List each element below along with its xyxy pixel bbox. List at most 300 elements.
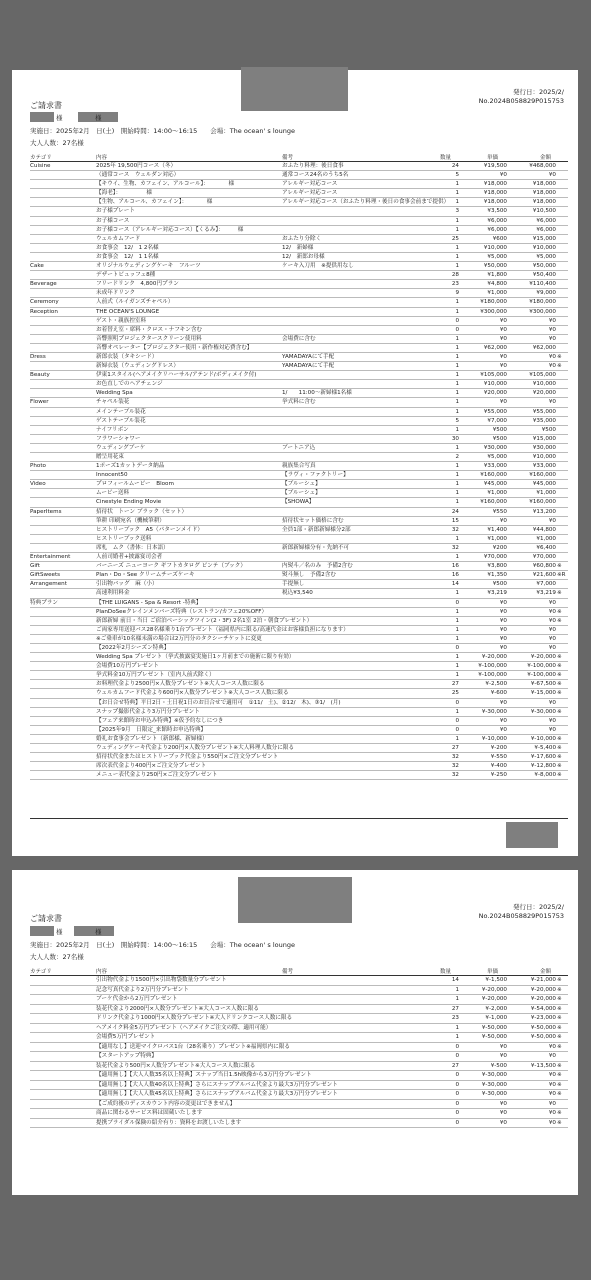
row-qty: 0 xyxy=(455,1043,459,1050)
row-content: チャペル装花 xyxy=(96,399,130,406)
row-amount: ¥15,000 xyxy=(532,235,556,242)
header-category: カテゴリ xyxy=(30,155,52,161)
header-qty: 数量 xyxy=(440,155,452,161)
row-amount: ¥3,219 xyxy=(536,590,556,597)
row-content: 装花代金より2000円×人数分プレゼント※大人コース人数に限る xyxy=(96,1005,259,1012)
table-row xyxy=(30,471,568,480)
row-qty: 23 xyxy=(451,1015,459,1021)
row-unit-price: ¥550 xyxy=(492,508,507,515)
table-row xyxy=(30,544,568,553)
row-unit-price: ¥0 xyxy=(499,617,507,624)
row-qty: 5 xyxy=(455,417,459,424)
table-row xyxy=(30,1081,568,1091)
row-unit-price: ¥-2,500 xyxy=(485,681,507,688)
row-qty: 3 xyxy=(455,208,459,215)
row-content: お子様コース xyxy=(96,217,130,224)
row-unit-price: ¥-600 xyxy=(490,690,507,697)
row-unit-price: ¥160,000 xyxy=(480,472,507,479)
row-qty: 1 xyxy=(455,635,459,642)
row-mark: ※ xyxy=(557,754,562,761)
row-unit-price: ¥0 xyxy=(499,626,507,633)
row-amount: ¥-21,000 xyxy=(530,977,556,983)
row-qty: 1 xyxy=(455,199,459,206)
row-content: メニュー表代金より250円×ご注文分プレゼント xyxy=(96,772,218,779)
row-content: 未成年ドリンク xyxy=(96,290,136,297)
row-mark: ※ xyxy=(557,672,562,679)
row-content: 【2022年2月シーズン特典】 xyxy=(96,644,170,651)
header-remarks: 備考 xyxy=(282,155,294,161)
row-mark: ※ xyxy=(557,986,562,993)
row-content: Innocent50 xyxy=(96,472,128,479)
table-row xyxy=(30,344,568,353)
table-row xyxy=(30,626,568,635)
row-qty: 32 xyxy=(451,772,459,779)
invoice-number: No.2024B058829P015753 xyxy=(478,97,564,105)
row-unit-price: ¥105,000 xyxy=(480,372,507,379)
row-content: 提携ブライダル保険の紹介有り：資料をお渡しいたします xyxy=(96,1119,242,1126)
row-qty: 1 xyxy=(455,463,459,470)
row-content: 新婦衣装（ウェディングドレス） xyxy=(96,363,179,370)
row-qty: 1 xyxy=(455,663,459,670)
table-row xyxy=(30,335,568,344)
row-unit-price: ¥-550 xyxy=(490,754,507,761)
row-mark: ※ xyxy=(557,1072,562,1078)
table-header xyxy=(30,967,568,975)
issue-info xyxy=(479,903,564,921)
table-row xyxy=(30,526,568,535)
row-qty: 1 xyxy=(455,617,459,624)
row-content: プロフィールムービー Bloom xyxy=(96,481,174,488)
row-category: GiftSweets xyxy=(30,572,61,579)
row-qty: 1 xyxy=(455,308,459,315)
header-content: 内容 xyxy=(96,155,108,161)
row-unit-price: ¥160,000 xyxy=(480,499,507,506)
row-qty: 0 xyxy=(455,326,459,333)
row-unit-price: ¥-200 xyxy=(490,745,507,751)
row-content: 新郎新婦 前日・当日 ご宿泊ベーシックツイン(2・3F) 2名1室 2泊・朝食プレゼント） xyxy=(96,617,313,624)
row-content: 【海老】： 様 xyxy=(96,190,152,197)
header-amount: 金額 xyxy=(540,155,552,161)
row-amount: ¥50,400 xyxy=(532,272,556,279)
row-mark: ※ xyxy=(557,735,562,742)
table-row xyxy=(30,326,568,335)
row-qty: 2 xyxy=(455,454,459,460)
row-remarks: ケーキ入刀用 ※提供用なし xyxy=(282,263,354,270)
row-content: ゲストテーブル装花 xyxy=(96,417,146,424)
row-content: デザートビュッフェ8種 xyxy=(96,272,156,279)
row-amount: ¥18,000 xyxy=(532,181,556,188)
row-amount: ¥-100,000 xyxy=(527,672,556,679)
row-content: 【適用なし】送迎マイクロバス1台（28名乗り）プレゼント※福岡県内に限る xyxy=(96,1043,290,1050)
row-qty: 28 xyxy=(451,272,459,279)
table-row xyxy=(30,317,568,326)
document-title: ご請求書 xyxy=(30,914,62,923)
row-category: Beverage xyxy=(30,281,57,288)
redaction-block xyxy=(238,877,352,923)
row-mark: ※ xyxy=(557,1005,562,1012)
row-content: お色直しでのヘアチェンジ xyxy=(96,381,163,388)
row-content: Wedding Spa xyxy=(96,390,133,397)
row-qty: 1 xyxy=(455,426,459,433)
table-row xyxy=(30,271,568,280)
row-unit-price: ¥0 xyxy=(499,1110,507,1116)
row-qty: 0 xyxy=(455,644,459,651)
row-qty: 1 xyxy=(455,217,459,224)
row-amount: ¥-30,000 xyxy=(530,708,556,715)
row-unit-price: ¥0 xyxy=(499,353,507,360)
table-row xyxy=(30,589,568,598)
row-content: ウェディングブーケ xyxy=(96,444,146,451)
row-qty: 25 xyxy=(451,235,459,242)
row-content: 2025年 19,500円コース（冬） xyxy=(96,163,177,169)
row-amount: ¥70,000 xyxy=(532,554,556,561)
row-qty: 0 xyxy=(455,317,459,324)
row-content: フリードリンク 4,800円プラン xyxy=(96,281,179,288)
row-remarks: 招待状セット価格に含む xyxy=(282,517,344,524)
row-qty: 1 xyxy=(455,626,459,633)
table-row xyxy=(30,262,568,271)
row-unit-price: ¥-20,000 xyxy=(481,654,507,661)
row-mark: ※ xyxy=(557,1091,562,1097)
row-remarks: おふたり分除く xyxy=(282,235,322,242)
row-unit-price: ¥0 xyxy=(499,717,507,724)
table-row xyxy=(30,762,568,771)
row-qty: 1 xyxy=(455,708,459,715)
row-amount: ¥15,000 xyxy=(532,435,556,442)
row-qty: 1 xyxy=(455,353,459,360)
row-amount: ¥0 xyxy=(548,335,556,342)
row-content: 高速利用料金 xyxy=(96,590,130,597)
row-remarks: 親族集合写真 xyxy=(282,463,316,470)
table-row xyxy=(30,1014,568,1024)
row-unit-price: ¥-20,000 xyxy=(481,986,507,993)
row-qty: 25 xyxy=(451,690,459,697)
row-amount: ¥18,000 xyxy=(532,190,556,197)
row-remarks: 【ラヴィ・ファクトリー】 xyxy=(282,472,349,479)
row-unit-price: ¥-1,000 xyxy=(485,1015,507,1021)
row-unit-price: ¥-50,000 xyxy=(481,1024,507,1031)
row-mark: ※ xyxy=(557,681,562,688)
table-row xyxy=(30,417,568,426)
row-qty: 1 xyxy=(455,253,459,260)
row-remarks: YAMADAYAにて手配 xyxy=(282,353,335,360)
row-category: PaperItems xyxy=(30,508,62,515)
row-content: 【スタートアップ特典】 xyxy=(96,1053,157,1059)
row-content: 伊東1スタイル(ヘアメイクリハーサル/アテンド/ボディメイク付) xyxy=(96,372,257,379)
header-unit: 単価 xyxy=(487,155,499,161)
row-qty: 30 xyxy=(451,435,459,442)
row-unit-price: ¥-2,000 xyxy=(485,1005,507,1012)
table-row xyxy=(30,1119,568,1129)
divider xyxy=(30,818,568,819)
row-category: Arrangement xyxy=(30,581,67,588)
row-qty: 1 xyxy=(455,190,459,197)
row-mark: ※ xyxy=(557,608,562,615)
row-qty: 32 xyxy=(451,526,459,533)
row-qty: 0 xyxy=(455,599,459,606)
row-amount: ¥1,000 xyxy=(536,490,556,497)
table-row xyxy=(30,635,568,644)
row-remarks: 【ブルーシェ】 xyxy=(282,490,321,497)
table-row xyxy=(30,608,568,617)
row-unit-price: ¥-30,000 xyxy=(481,1072,507,1078)
row-unit-price: ¥-30,000 xyxy=(481,708,507,715)
table-row xyxy=(30,689,568,698)
row-content: 人前式（ルイガンズチャペル） xyxy=(96,299,174,306)
row-amount: ¥-10,000 xyxy=(530,735,556,742)
row-unit-price: ¥0 xyxy=(499,635,507,642)
table-row xyxy=(30,508,568,517)
row-content: 記念写真代金より2万円分プレゼント xyxy=(96,986,189,993)
row-content: お子様プレート xyxy=(96,208,135,215)
row-unit-price: ¥3,500 xyxy=(487,208,507,215)
customer-name: 様 様 xyxy=(56,928,102,936)
redaction-block xyxy=(241,67,348,111)
table-row xyxy=(30,389,568,398)
table-row xyxy=(30,171,568,180)
row-qty: 0 xyxy=(455,717,459,724)
row-unit-price: ¥70,000 xyxy=(483,554,507,561)
row-amount: ¥-50,000 xyxy=(530,1034,556,1040)
row-qty: 0 xyxy=(455,1081,459,1088)
guest-count: 大人人数：27名様 xyxy=(30,953,84,961)
row-qty: 1 xyxy=(455,499,459,506)
row-amount: ¥160,000 xyxy=(529,499,556,506)
row-amount: ¥0 xyxy=(548,1119,556,1126)
row-content: 【フェア来館時お申込み特典】※仮予約なしにつき xyxy=(96,717,224,724)
table-row xyxy=(30,462,568,471)
row-content: Wedding Spa プレゼント（挙式披露宴実施日1ヶ月前までの施術に限り有効） xyxy=(96,654,295,661)
row-amount: ¥30,000 xyxy=(532,444,556,451)
row-content: 新郎衣装（タキシード） xyxy=(96,353,158,360)
row-qty: 1 xyxy=(455,335,459,342)
row-amount: ¥0 xyxy=(548,699,556,706)
redaction-block xyxy=(30,926,54,936)
row-qty: 32 xyxy=(451,763,459,770)
row-qty: 9 xyxy=(455,290,459,297)
table-row xyxy=(30,699,568,708)
row-amount: ¥-54,000 xyxy=(530,1005,556,1012)
row-content: お着替え室・席料・クロス・ナフキン含む xyxy=(96,326,203,333)
row-amount: ¥-20,000 xyxy=(530,996,556,1002)
row-content: ムービー送料 xyxy=(96,490,130,497)
row-unit-price: ¥55,000 xyxy=(483,408,507,415)
row-amount: ¥0 xyxy=(548,1110,556,1116)
row-unit-price: ¥0 xyxy=(499,1043,507,1050)
row-unit-price: ¥10,000 xyxy=(483,381,507,388)
table-row xyxy=(30,580,568,589)
table-row xyxy=(30,986,568,996)
row-unit-price: ¥0 xyxy=(499,699,507,706)
row-unit-price: ¥-100,000 xyxy=(478,663,507,670)
row-content: 招待状 トーン ブラック（セット） xyxy=(96,508,188,515)
table-row xyxy=(30,1090,568,1100)
table-row xyxy=(30,1052,568,1062)
row-unit-price: ¥30,000 xyxy=(483,444,507,451)
row-unit-price: ¥-400 xyxy=(490,763,507,770)
table-row xyxy=(30,680,568,689)
row-content: スナップ撮影代金より3万円分プレゼント xyxy=(96,708,200,715)
row-qty: 27 xyxy=(451,1062,459,1069)
row-qty: 23 xyxy=(451,281,459,288)
table-row xyxy=(30,162,568,171)
row-unit-price: ¥0 xyxy=(499,363,507,370)
row-amount: ¥18,000 xyxy=(532,199,556,206)
row-mark: ※ xyxy=(557,1119,562,1126)
row-mark: ※ xyxy=(557,763,562,770)
row-amount: ¥0 xyxy=(548,399,556,406)
guest-count: 大人人数：27名様 xyxy=(30,139,84,147)
row-remarks: 12/ 新郎お母様 xyxy=(282,253,325,260)
row-qty: 1 xyxy=(455,181,459,188)
row-content: 会場費10万円プレゼント xyxy=(96,663,159,670)
row-unit-price: ¥-100,000 xyxy=(478,672,507,679)
row-amount: ¥20,000 xyxy=(532,390,556,397)
row-qty: 32 xyxy=(451,544,459,551)
row-mark: ※ xyxy=(557,977,562,983)
table-row xyxy=(30,1005,568,1015)
redaction-block xyxy=(30,112,54,122)
row-unit-price: ¥18,000 xyxy=(483,199,507,206)
row-remarks: 【SHOWA】 xyxy=(282,499,315,506)
row-qty: 14 xyxy=(451,977,459,983)
table-row xyxy=(30,1024,568,1034)
table-row xyxy=(30,253,568,262)
row-amount: ¥160,000 xyxy=(529,472,556,479)
table-row xyxy=(30,708,568,717)
row-amount: ¥500 xyxy=(541,426,556,433)
row-qty: 27 xyxy=(451,745,459,751)
row-qty: 24 xyxy=(451,508,459,515)
row-qty: 0 xyxy=(455,1072,459,1078)
table-row xyxy=(30,1033,568,1043)
row-content: PlanDoSeeクレインメンバーズ特典（レストラン/カフェ20%OFF） xyxy=(96,608,268,615)
row-content: オリジナルウェディングケーキ フルーツ xyxy=(96,263,201,270)
table-row xyxy=(30,1043,568,1053)
row-amount: ¥0 xyxy=(548,326,556,333)
table-row xyxy=(30,735,568,744)
row-amount: ¥0 xyxy=(548,608,556,615)
invoice-page-2 xyxy=(12,870,578,1195)
row-qty: 1 xyxy=(455,299,459,306)
document-title: ご請求書 xyxy=(30,101,62,110)
row-amount: ¥0 xyxy=(548,1091,556,1097)
row-amount: ¥180,000 xyxy=(529,299,556,306)
row-amount: ¥45,000 xyxy=(532,481,556,488)
row-category: Cake xyxy=(30,263,44,270)
row-remarks: 会場費に含む xyxy=(282,335,316,342)
row-category: Photo xyxy=(30,463,46,470)
table-row xyxy=(30,562,568,571)
table-row xyxy=(30,435,568,444)
row-qty: 1 xyxy=(455,472,459,479)
header-content: 内容 xyxy=(96,969,108,975)
row-category: Video xyxy=(30,481,46,488)
row-qty: 16 xyxy=(451,563,459,570)
row-unit-price: ¥62,000 xyxy=(483,344,507,351)
row-amount: ¥10,000 xyxy=(532,244,556,251)
row-unit-price: ¥0 xyxy=(499,1053,507,1059)
row-qty: 14 xyxy=(451,581,459,588)
row-amount: ¥0 xyxy=(548,626,556,633)
row-qty: 1 xyxy=(455,672,459,679)
row-mark: ※ xyxy=(557,663,562,670)
event-info: 実施日：2025年2月 日(土) 開始時間：14:00〜16:15 会場：The ocean' s lounge xyxy=(30,941,295,949)
row-unit-price: ¥-1,500 xyxy=(485,977,507,983)
row-qty: 1 xyxy=(455,590,459,597)
row-unit-price: ¥-250 xyxy=(490,772,507,779)
row-content: お食事会 12/ 1 2名様 xyxy=(96,244,159,251)
row-amount: ¥5,000 xyxy=(536,253,556,260)
table-row xyxy=(30,426,568,435)
row-content: 1ポーズ1カットデータ納品 xyxy=(96,463,165,470)
row-qty: 0 xyxy=(455,1119,459,1126)
row-qty: 1 xyxy=(455,363,459,370)
row-amount: ¥0 xyxy=(548,1053,556,1059)
row-content: 席札 ムク（書体：日本語） xyxy=(96,544,169,551)
table-row xyxy=(30,744,568,753)
row-content: 【適用無し】【大人人数40名以上特典】さらにスナップアルバム代金より最大3万円分プレゼント xyxy=(96,1081,338,1088)
row-qty: 1 xyxy=(455,444,459,451)
row-amount: ¥44,800 xyxy=(532,526,556,533)
row-content: 会場費5万円プレゼント xyxy=(96,1034,156,1040)
invoice-page-1 xyxy=(12,70,578,856)
row-remarks: 新郎新婦様分有・先納不可 xyxy=(282,544,350,551)
row-mark: ※ xyxy=(557,772,562,779)
row-unit-price: ¥4,800 xyxy=(487,281,507,288)
header-amount: 金額 xyxy=(540,969,552,975)
table-row xyxy=(30,771,568,780)
row-mark: ※ xyxy=(557,353,562,360)
row-amount: ¥0 xyxy=(548,617,556,624)
row-unit-price: ¥1,000 xyxy=(487,290,507,297)
row-remarks: アレルギー対応コース（おふたり料理・後日の食事会前まで提供） xyxy=(282,199,450,206)
row-remarks: YAMADAYAにて手配 xyxy=(282,363,335,370)
event-info: 実施日：2025年2月 日(土) 開始時間：14:00〜16:15 会場：The ocean' s lounge xyxy=(30,127,295,135)
row-content: ウェルカムフード代金より600円×人数分プレゼント※大人コース人数に限る xyxy=(96,690,289,697)
table-row xyxy=(30,599,568,608)
invoice-number: No.2024B058829P015753 xyxy=(478,912,564,920)
row-mark: ※ xyxy=(557,996,562,1002)
row-content: バーニーズ ニューヨーク ギフトカタログ ビンテ（ブック） xyxy=(96,563,246,570)
row-qty: 1 xyxy=(455,481,459,488)
row-qty: 1 xyxy=(455,244,459,251)
row-content: 装花代金より500円×人数分プレゼント※大人コース人数に限る xyxy=(96,1062,256,1069)
row-content: Plan・Do・See クリームチーズケーキ xyxy=(96,572,195,579)
row-unit-price: ¥0 xyxy=(499,726,507,733)
row-amount: ¥0 xyxy=(548,1081,556,1088)
table-row xyxy=(30,644,568,653)
row-qty: 1 xyxy=(455,554,459,561)
row-mark: ※ xyxy=(557,745,562,751)
row-amount: ¥0 xyxy=(548,644,556,651)
row-content: 【THE LUIGANS - Spa & Resort -特典】 xyxy=(96,599,202,606)
table-row xyxy=(30,207,568,216)
row-amount: ¥0 xyxy=(548,363,556,370)
table-row xyxy=(30,976,568,986)
row-unit-price: ¥500 xyxy=(492,426,507,433)
table-row xyxy=(30,353,568,362)
table-row xyxy=(30,198,568,207)
row-category: 特典プラン xyxy=(30,599,58,606)
table-row xyxy=(30,553,568,562)
table-row xyxy=(30,408,568,417)
row-unit-price: ¥180,000 xyxy=(480,299,507,306)
row-amount: ¥0 xyxy=(548,353,556,360)
row-unit-price: ¥6,000 xyxy=(487,226,507,233)
table-row xyxy=(30,453,568,462)
row-unit-price: ¥18,000 xyxy=(483,181,507,188)
